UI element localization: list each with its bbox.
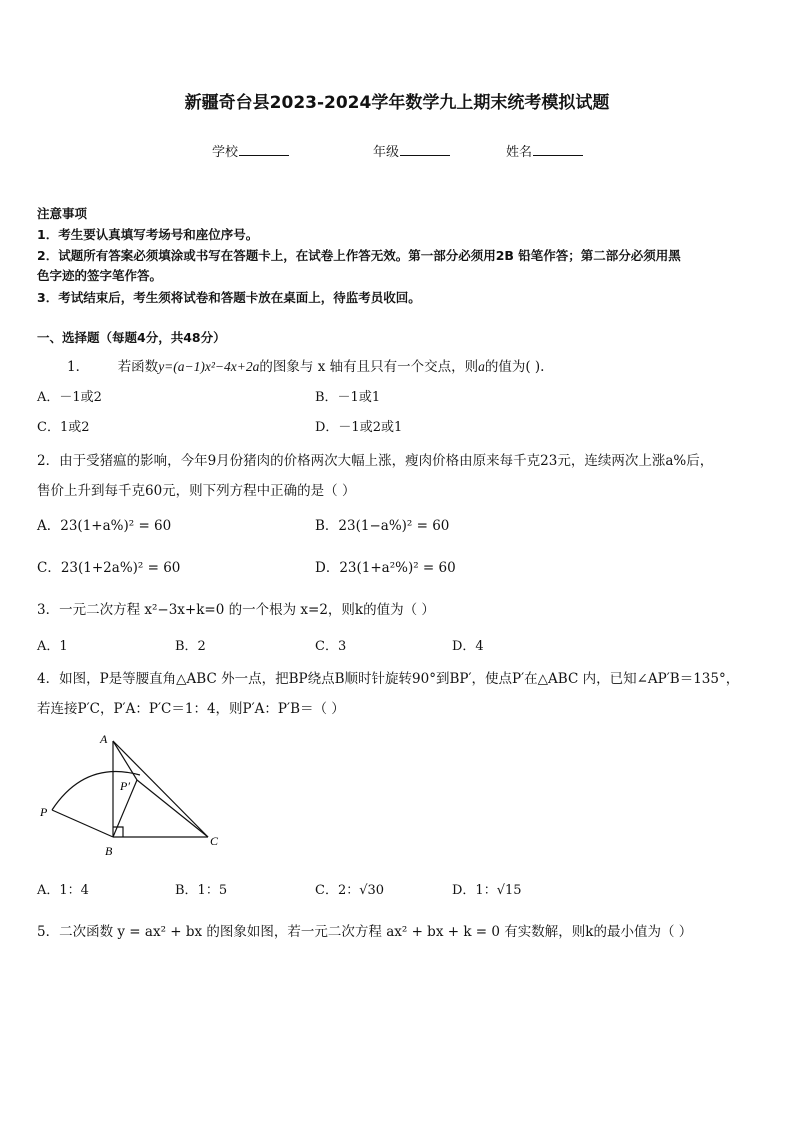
q4-option-b: B．1：5 xyxy=(175,883,228,898)
q2-line-1: 2．由于受猪瘟的影响，今年9月份猪肉的价格两次大幅上涨，瘦肉价格由原来每千克23元，连续两次上涨a%后， xyxy=(37,453,714,469)
notice-item: 1．考生要认真填写考场号和座位序号。 xyxy=(37,227,259,242)
q4-option-a: A．1：4 xyxy=(37,883,89,898)
q2-option-c: C．23(1+2a%)² = 60 xyxy=(37,560,181,576)
q5-text: 5．二次函数 y = ax² + bx 的图象如图，若一元二次方程 ax² + bx + k = 0 有实数解，则k的最小值为（ ） xyxy=(37,924,693,940)
q3-option-d: D．4 xyxy=(452,639,484,654)
notice-heading: 注意事项 xyxy=(37,206,88,221)
grade-field xyxy=(373,141,450,160)
label-a: A xyxy=(100,732,108,746)
q1-option-c: C．1或2 xyxy=(37,420,90,435)
q4-line-2: 若连接P′C，P′A：P′C＝1：4，则P′A：P′B＝（ ） xyxy=(37,701,345,717)
q3-option-c: C．3 xyxy=(315,639,347,654)
notice-item: 2．试题所有答案必须填涂或书写在答题卡上，在试卷上作答无效。第一部分必须用2B 铅笔作答；第二部分必须用黑 xyxy=(37,248,681,263)
notice-item: 3．考试结束后，考生须将试卷和答题卡放在桌面上，待监考员收回。 xyxy=(37,290,421,305)
label-p-prime: P′ xyxy=(120,779,130,793)
name-blank xyxy=(533,143,583,156)
name-label: 姓名 xyxy=(506,145,533,160)
q1-option-b: B．－1或1 xyxy=(315,390,381,405)
segment-p1c xyxy=(137,780,208,837)
q1-post: 的图象与 x 轴有且只有一个交点，则 xyxy=(259,359,479,375)
q4-option-c: C．2：√30 xyxy=(315,883,385,898)
label-c: C xyxy=(210,834,219,848)
page-title: 新疆奇台县2023-2024学年数学九上期末统考模拟试题 xyxy=(184,93,610,113)
q4-option-d: D．1：√15 xyxy=(452,883,522,898)
q2-line-2: 售价上升到每千克60元，则下列方程中正确的是（ ） xyxy=(37,483,356,499)
grade-blank xyxy=(400,143,450,156)
question-1 xyxy=(67,355,544,375)
q2-option-b: B．23(1−a%)² = 60 xyxy=(315,518,450,534)
q3-text: 3．一元二次方程 x²−3x+k=0 的一个根为 x=2，则k的值为（ ） xyxy=(37,602,435,618)
q4-line-1: 4．如图，P是等腰直角△ABC 外一点，把BP绕点B顺时针旋转90°到BP′，使点P′在△ABC 内，已知∠AP′B＝135°， xyxy=(37,671,740,687)
school-label: 学校 xyxy=(212,145,239,160)
q1-option-a: A．－1或2 xyxy=(37,390,102,405)
name-field xyxy=(506,141,583,160)
school-blank xyxy=(239,143,289,156)
segment-ap1 xyxy=(113,741,137,780)
label-p: P xyxy=(40,805,48,819)
notice-item: 色字迹的签字笔作答。 xyxy=(37,268,163,283)
q3-option-b: B．2 xyxy=(175,639,206,654)
q1-expression: y=(a−1)x²−4x+2a xyxy=(158,359,260,374)
q1-pre: 若函数 xyxy=(117,359,159,375)
q4-figure xyxy=(30,725,240,860)
label-b: B xyxy=(105,844,113,858)
grade-label: 年级 xyxy=(373,145,400,160)
q1-end: 的值为( ). xyxy=(484,359,545,375)
section-heading: 一、选择题（每题4分，共48分） xyxy=(37,330,226,345)
school-field xyxy=(212,141,289,160)
q2-option-d: D．23(1+a²%)² = 60 xyxy=(315,560,456,576)
q1-number: 1． xyxy=(67,359,90,375)
q3-option-a: A．1 xyxy=(37,639,68,654)
q2-option-a: A．23(1+a%)² = 60 xyxy=(37,518,172,534)
q1-option-d: D．－1或2或1 xyxy=(315,420,403,435)
q1-var: a xyxy=(478,359,485,374)
segment-pb xyxy=(52,810,113,837)
